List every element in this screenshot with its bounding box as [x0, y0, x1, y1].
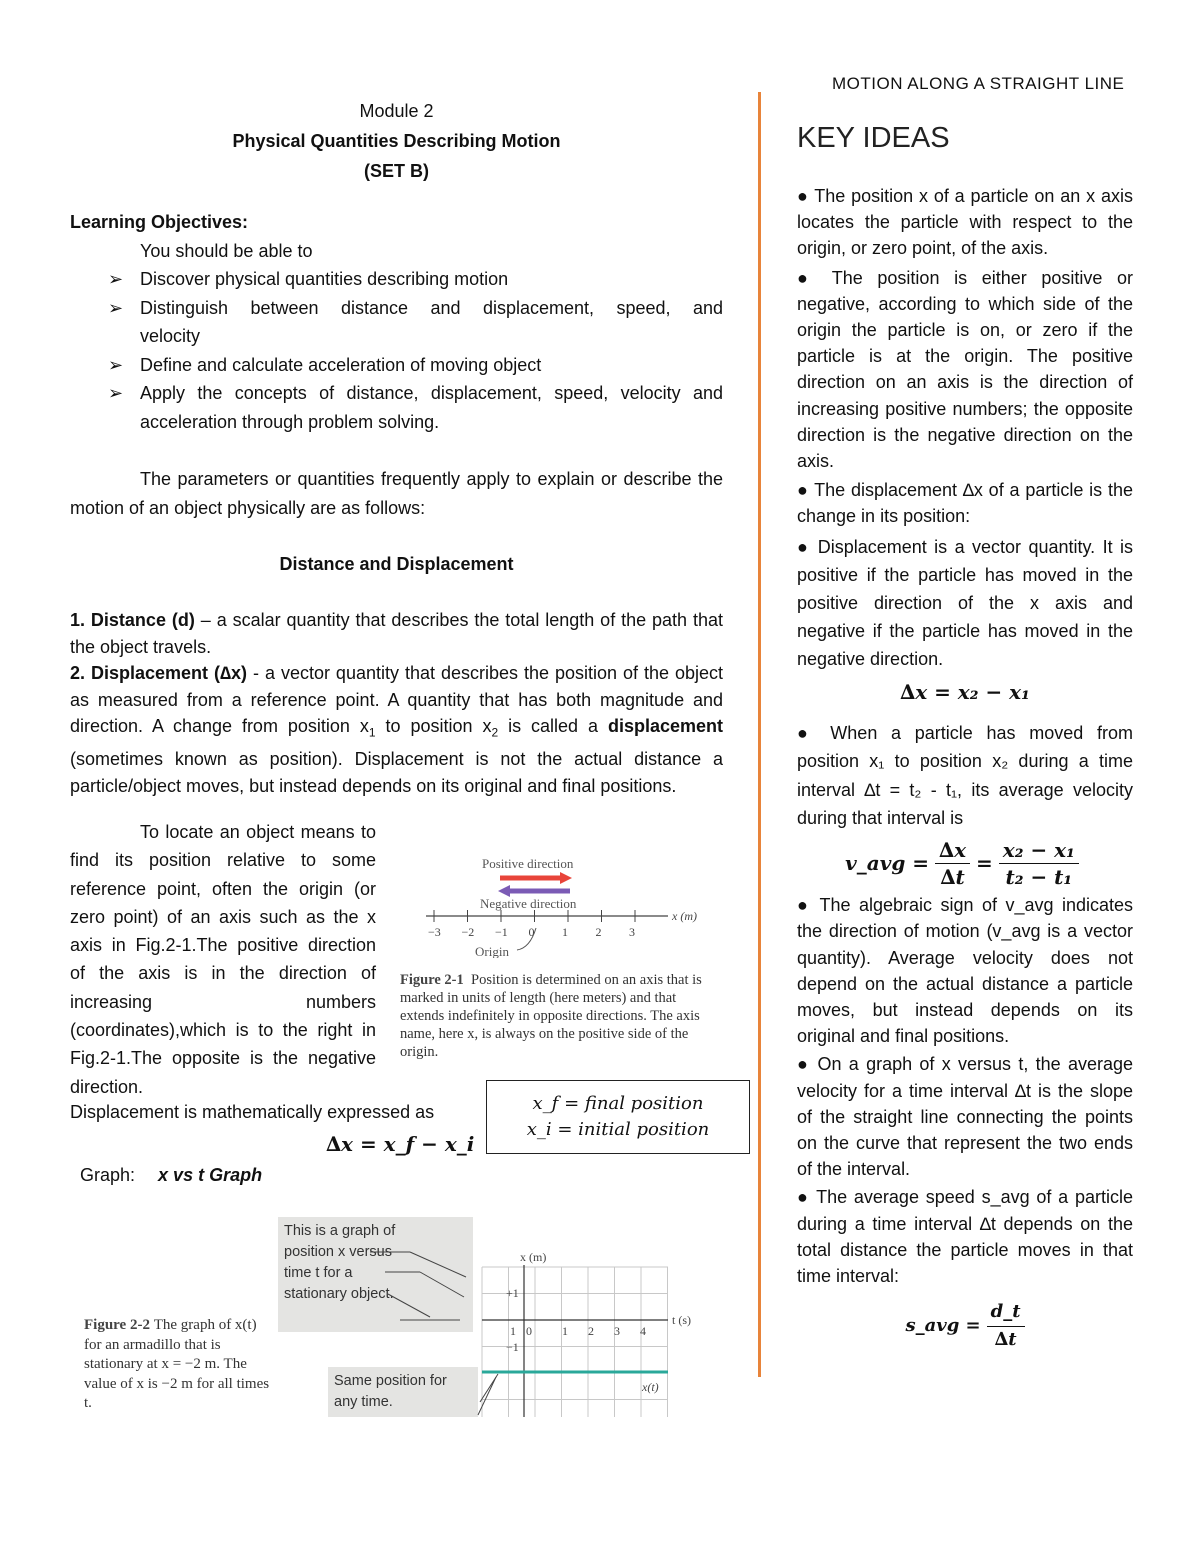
average-velocity-equation	[797, 837, 1133, 890]
objectives-heading: Learning Objectives:	[70, 212, 249, 232]
callout-bottom-text: Same position for any time.	[334, 1373, 447, 1410]
graph-label-prefix: Graph:	[80, 1165, 136, 1185]
displacement-text: is called a	[498, 716, 608, 736]
key-idea: ● The average speed s_avg of a particle during a time interval ∆t depends on the total distance the particle moves in that time interval:	[797, 1187, 1133, 1287]
number-line-figure	[400, 848, 720, 958]
title-block	[70, 96, 723, 186]
distance-term: 1. Distance (d)	[70, 610, 195, 630]
locate-paragraph: To locate an object means to find its position relative to some reference point, often the origin (or zero point) of an axis such as the x axis in Fig.2-1.The positive direction of the axis is in the direction of increasing numbers (coordinates),which is to the right in Fig.2-1.The opposite is the negative direction.	[70, 822, 376, 1097]
x-axis-label: t (s)	[672, 1313, 691, 1327]
tick-label: 2	[595, 925, 602, 939]
key-ideas-heading: KEY IDEAS	[797, 122, 950, 154]
displacement-equation-2: ∆x = x₂ − x₁	[900, 679, 1030, 704]
negative-direction-label: Negative direction	[480, 896, 577, 911]
tick-group	[428, 910, 635, 939]
tick-label: −2	[461, 925, 475, 939]
definitions	[70, 607, 723, 799]
objectives-list	[70, 265, 723, 436]
average-speed-equation	[797, 1299, 1133, 1352]
pointer-line	[478, 1377, 496, 1415]
tick-label: 1	[562, 925, 568, 939]
numerator: ∆x	[935, 837, 970, 864]
x-tick-label: 4	[640, 1324, 646, 1338]
displacement-text: to position x	[375, 716, 492, 736]
figure-2-2-caption	[84, 1316, 274, 1414]
tick-label: 0	[528, 925, 535, 939]
running-header: MOTION ALONG A STRAIGHT LINE	[832, 74, 1125, 93]
key-idea: ● The displacement ∆x of a particle is the change in its position:	[797, 480, 1133, 527]
y-tick-plus: +1	[506, 1286, 519, 1300]
figure-2-1	[400, 848, 720, 1060]
origin-label: Origin	[475, 944, 509, 958]
denominator: ∆t	[940, 865, 965, 890]
key-idea: ● Displacement is a vector quantity. It is positive if the particle has moved in the positive direction of the x axis and negative if the particle has moved in the negative direction.	[797, 536, 1133, 669]
fraction	[999, 837, 1079, 890]
column-divider	[758, 92, 761, 1377]
displacement-bold: displacement	[607, 716, 723, 736]
axis-label: x (m)	[672, 909, 697, 923]
numerator: x₂ − x₁	[999, 837, 1079, 864]
key-idea: ● The position x of a particle on an x axis locates the particle with respect to the origin, or zero point, of the axis.	[797, 186, 1133, 259]
distance-text: – a scalar quantity that describes the total length of the path that the object travels.	[70, 610, 723, 657]
objectives-intro: You should be able to	[140, 240, 313, 261]
position-definitions-box	[486, 1080, 750, 1154]
callout-top-text: This is a graph of position x versus time t for a stationary object.	[284, 1223, 396, 1302]
x-tick-label: 1	[562, 1324, 568, 1338]
graph-label-name: x vs t Graph	[158, 1165, 263, 1185]
fraction	[935, 837, 970, 890]
objective-item: ➢ Discover physical quantities describing motion	[70, 265, 723, 294]
positive-direction-label: Positive direction	[482, 856, 574, 871]
set-label: (SET B)	[364, 161, 429, 181]
objective-item: ➢ Distinguish between distance and displacement, speed, and velocity	[70, 294, 723, 351]
displacement-definition	[70, 660, 723, 799]
x-tick-label: 1	[510, 1324, 516, 1338]
figure-2-1-caption	[400, 971, 705, 1061]
eq-lhs: v_avg =	[845, 851, 930, 876]
positive-arrowhead	[560, 872, 572, 884]
denominator: ∆t	[994, 1328, 1017, 1350]
curve-label: x(t)	[642, 1380, 659, 1394]
y-axis-label: x (m)	[520, 1250, 547, 1264]
objective-item: ➢ Apply the concepts of distance, displacement, speed, velocity and acceleration through problem solving.	[70, 379, 723, 436]
objective-item: ➢ Define and calculate acceleration of moving object	[70, 351, 723, 380]
initial-position-def: x_i = initial position	[526, 1119, 710, 1140]
final-position-def: x_f = final position	[532, 1093, 704, 1114]
numerator: d_t	[987, 1299, 1025, 1326]
denominator: t₂ − t₁	[1005, 865, 1073, 890]
page-title: Physical Quantities Describing Motion	[232, 131, 561, 151]
caption-text: The graph of x(t) for an armadillo that is stationary at x = −2 m. The value of x is −2 m for all times t.	[84, 1317, 270, 1411]
y-tick-minus: −1	[506, 1340, 519, 1354]
equals-sign: =	[976, 851, 993, 876]
x-tick-group	[510, 1324, 646, 1338]
pointer-line	[410, 1252, 466, 1277]
caption-label: Figure 2-1	[400, 972, 464, 988]
key-idea: ● When a particle has moved from position x₁ to position x₂ during a time interval ∆t = t₂ - t₁, its average velocity during that interval is	[797, 722, 1133, 829]
key-ideas-body	[797, 183, 1133, 1353]
displacement-text: - a vector quantity that describes the position of the object as measured from a reference point. A quantity that has both magnitude and direction. A change from position x	[70, 663, 723, 736]
subscript: 2	[491, 725, 499, 740]
tick-label: −1	[495, 925, 508, 939]
displacement-equation: ∆x = x_f − x_i	[326, 1132, 475, 1156]
eq-lhs: s_avg =	[905, 1314, 981, 1336]
pointer-line	[420, 1272, 464, 1297]
displacement-expression-text: Displacement is mathematically expressed as	[70, 1102, 435, 1122]
distance-definition	[70, 607, 723, 660]
key-idea: ● The algebraic sign of v_avg indicates the direction of motion (v_avg is a vector quantity). Average velocity does not depend on the actual distance a particle moves, but instead depends on its original and final positions.	[797, 895, 1133, 1047]
displacement-term: 2. Displacement (∆x)	[70, 663, 248, 683]
key-idea: ● On a graph of x versus t, the average velocity for a time interval ∆t is the slope of the straight line connecting the points on the curve that represent the two ends of the interval.	[797, 1054, 1133, 1180]
key-idea: ● The position is either positive or negative, according to which side of the origin the particle is on, or zero if the particle is at the origin. The positive direction on an axis is the direction of increasing positive numbers; the opposite direction is the negative direction on the axis.	[797, 267, 1133, 472]
tick-label: 3	[629, 925, 635, 939]
caption-label: Figure 2-2	[84, 1317, 150, 1333]
module-label: Module 2	[359, 101, 434, 121]
graph-label	[80, 1165, 262, 1186]
x-tick-label: 3	[614, 1324, 620, 1338]
intro-paragraph: The parameters or quantities frequently apply to explain or describe the motion of an object physically are as follows:	[70, 469, 723, 518]
fraction	[987, 1299, 1025, 1352]
displacement-text: (sometimes known as position). Displacement is not the actual distance a particle/object moves, but instead depends on its original and final positions.	[70, 749, 723, 796]
section-heading: Distance and Displacement	[279, 554, 514, 574]
objectives-section	[70, 208, 723, 436]
x-tick-label: 0	[526, 1324, 532, 1338]
x-tick-label: 2	[588, 1324, 594, 1338]
pointer-line	[388, 1294, 430, 1317]
x-vs-t-graph	[270, 1217, 710, 1427]
caption-text: Position is determined on an axis that is marked in units of length (here meters) and that extends indefinitely in opposite directions. The axis name, here x, is always on the positive side of the origin.	[400, 972, 702, 1060]
tick-label: −3	[428, 925, 441, 939]
subscript: 1	[368, 725, 376, 740]
